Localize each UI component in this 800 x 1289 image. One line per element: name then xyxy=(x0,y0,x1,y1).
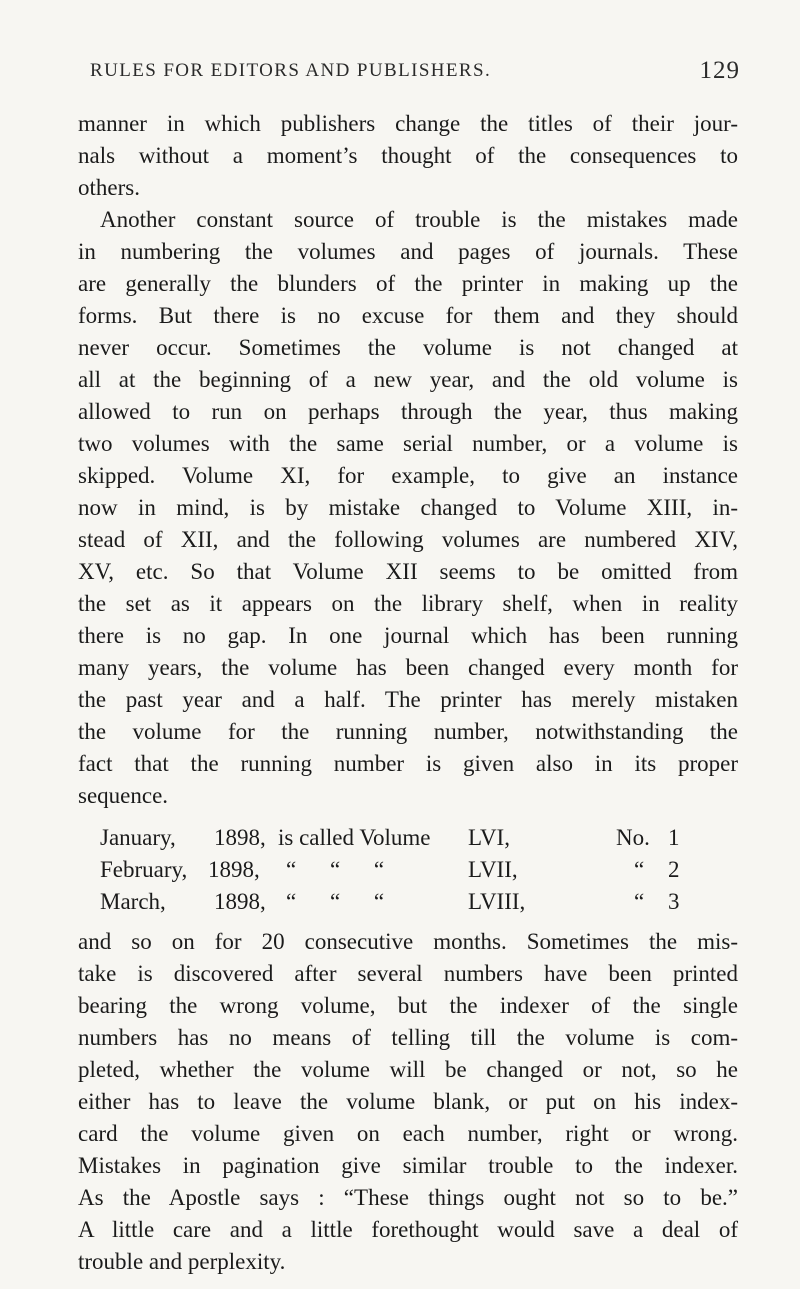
number-cell: 3 xyxy=(668,889,680,914)
text-line: now in mind, is by mistake changed to Volume XIII, in- xyxy=(78,495,738,520)
text-line: allowed to run on perhaps through the year, thus making xyxy=(78,399,738,424)
text-line: As the Apostle says : “These things ought not so to be.” xyxy=(78,1185,738,1210)
year-cell: 1898, xyxy=(214,825,266,850)
body-text xyxy=(78,108,738,1278)
text-line: numbers has no means of telling till the volume is com- xyxy=(78,1025,738,1050)
text-line: others. xyxy=(78,175,140,200)
text-line: the volume for the running number, notwithstanding the xyxy=(78,719,738,744)
text-line: stead of XII, and the following volumes are numbered XIV, xyxy=(78,527,738,552)
text-line: are generally the blunders of the printer in making up the xyxy=(78,271,738,296)
text-line: either has to leave the volume blank, or put on his index- xyxy=(78,1089,738,1114)
table-row xyxy=(78,854,738,886)
called-cell: “ “ “ xyxy=(286,857,385,882)
text-line: skipped. Volume XI, for example, to give an instance xyxy=(78,463,738,488)
volume-cell: LVI, xyxy=(468,825,510,850)
text-line: take is discovered after several numbers have been printed xyxy=(78,961,738,986)
text-line: all at the beginning of a new year, and the old volume is xyxy=(78,367,738,392)
text-line: Mistakes in pagination give similar trouble to the indexer. xyxy=(78,1153,738,1178)
table-row xyxy=(78,822,738,854)
volume-cell: LVIII, xyxy=(468,889,526,914)
text-line: Another constant source of trouble is the mistakes made xyxy=(100,207,738,232)
text-line: XV, etc. So that Volume XII seems to be omitted from xyxy=(78,559,738,584)
text-line: and so on for 20 consecutive months. Sometimes the mis- xyxy=(78,929,738,954)
text-line: the set as it appears on the library shelf, when in reality xyxy=(78,591,738,616)
paragraph xyxy=(78,926,738,1278)
text-line: there is no gap. In one journal which has been running xyxy=(78,623,738,648)
text-line: fact that the running number is given also in its proper xyxy=(78,751,738,776)
month-cell: January, xyxy=(100,825,176,850)
called-cell: “ “ “ xyxy=(286,889,385,914)
text-line: forms. But there is no excuse for them and they should xyxy=(78,303,738,328)
number-label-cell: “ xyxy=(634,857,645,882)
text-line: pleted, whether the volume will be changed or not, so he xyxy=(78,1057,738,1082)
text-line: nals without a moment’s thought of the consequences to xyxy=(78,143,738,168)
page-number: 129 xyxy=(699,57,740,84)
year-cell: 1898, xyxy=(208,857,260,882)
month-cell: February, xyxy=(100,857,188,882)
text-line: trouble and perplexity. xyxy=(78,1249,286,1274)
volume-table xyxy=(78,822,738,918)
text-line: many years, the volume has been changed every month for xyxy=(78,655,738,680)
text-line: A little care and a little forethought would save a deal of xyxy=(78,1217,738,1242)
text-line: manner in which publishers change the titles of their jour- xyxy=(78,111,738,136)
page-header xyxy=(90,57,740,90)
text-line: in numbering the volumes and pages of journals. These xyxy=(78,239,738,264)
month-cell: March, xyxy=(100,889,166,914)
text-line: sequence. xyxy=(78,783,169,808)
running-head: RULES FOR EDITORS AND PUBLISHERS. xyxy=(90,60,492,81)
called-cell: is called Volume xyxy=(278,825,431,850)
paragraph xyxy=(78,204,738,812)
text-line: never occur. Sometimes the volume is not changed at xyxy=(78,335,738,360)
text-line: the past year and a half. The printer has merely mistaken xyxy=(78,687,738,712)
number-label-cell: “ xyxy=(634,889,645,914)
text-line: two volumes with the same serial number, or a volume is xyxy=(78,431,738,456)
table-row xyxy=(78,886,738,918)
paragraph xyxy=(78,108,738,204)
number-cell: 2 xyxy=(668,857,680,882)
text-line: card the volume given on each number, right or wrong. xyxy=(78,1121,738,1146)
text-line: bearing the wrong volume, but the indexer of the single xyxy=(78,993,738,1018)
number-label-cell: No. xyxy=(616,825,650,850)
volume-cell: LVII, xyxy=(468,857,518,882)
number-cell: 1 xyxy=(668,825,680,850)
year-cell: 1898, xyxy=(214,889,266,914)
